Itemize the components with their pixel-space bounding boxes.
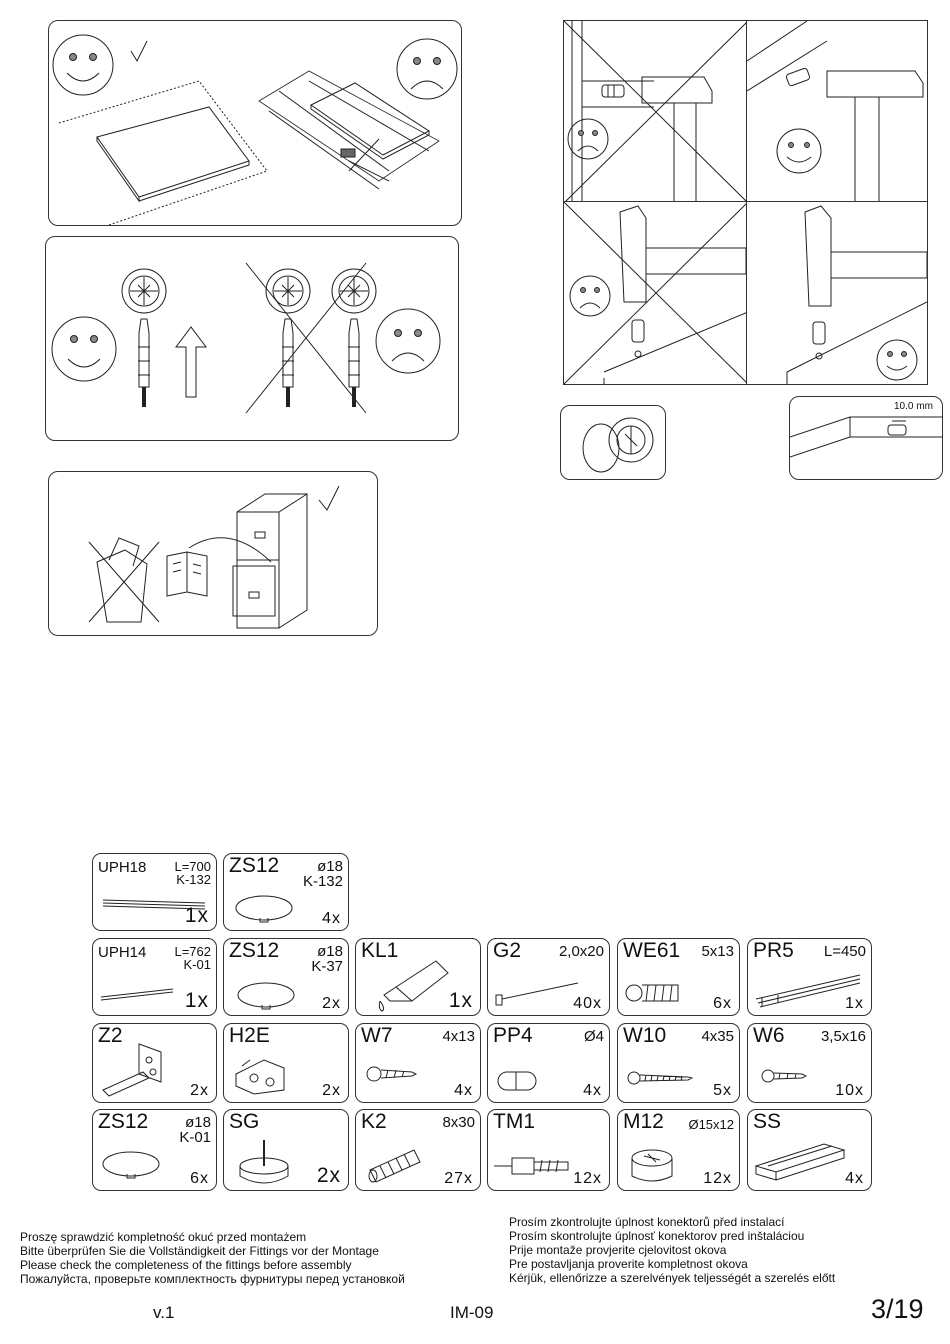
fitting-code: W10 (623, 1024, 667, 1047)
hammer-icon (620, 206, 746, 302)
fitting-spec-2: K-01 (183, 957, 211, 972)
fitting-card (617, 1109, 740, 1191)
fitting-spec: 8x30 (442, 1114, 475, 1131)
fitting-card (747, 938, 872, 1016)
fitting-qty: 1x (448, 989, 473, 1012)
fitting-spec-2: K-132 (176, 872, 211, 887)
wood-dowel-icon (888, 425, 906, 435)
cam-lock-icon (122, 269, 166, 313)
fitting-code: ZS12 (98, 1110, 149, 1133)
fitting-card (487, 1109, 610, 1191)
fitting-qty: 4x (845, 1170, 864, 1187)
fitting-code: TM1 (493, 1110, 535, 1133)
panel-floor-protection (48, 20, 462, 226)
fitting-code: SG (229, 1110, 260, 1133)
fitting-code: WE61 (623, 939, 681, 962)
panel-dowel-depth (789, 396, 943, 480)
fitting-spec: 2,0x20 (558, 943, 604, 960)
check-mark-icon (319, 486, 339, 510)
fitting-card (223, 938, 349, 1016)
fitting-card (747, 1023, 872, 1103)
fitting-spec: 4x13 (442, 1028, 475, 1045)
fitting-code: PR5 (753, 939, 794, 962)
connector-bolt-icon (282, 319, 294, 407)
connector-bolt-icon (138, 319, 150, 407)
happy-face-icon (777, 129, 821, 173)
dimension-label: 10.0 mm (894, 401, 933, 412)
fitting-qty: 2x (190, 1082, 209, 1099)
fitting-qty: 27x (444, 1170, 473, 1187)
fitting-qty: 10x (835, 1082, 864, 1099)
fitting-code: M12 (623, 1110, 664, 1133)
fitting-code: Z2 (98, 1024, 123, 1047)
check-mark-icon (131, 41, 147, 61)
fitting-spec: 3,5x16 (820, 1028, 866, 1045)
fitting-card (355, 1023, 481, 1103)
fitting-spec: L=762 (174, 944, 211, 959)
fitting-spec-2: K-01 (179, 1129, 211, 1146)
fitting-qty: 12x (703, 1170, 732, 1187)
fitting-code: W7 (361, 1024, 393, 1047)
fitting-spec-2: K-37 (311, 958, 343, 975)
hammer-icon (642, 77, 712, 203)
fitting-spec: L=700 (174, 859, 211, 874)
fitting-qty: 4x (583, 1082, 602, 1099)
fitting-qty: 6x (713, 995, 732, 1012)
fitting-code: UPH14 (98, 944, 147, 961)
fitting-card (487, 938, 610, 1016)
note-line: Please check the completeness of the fittings before assembly (20, 1258, 352, 1272)
fitting-code: KL1 (361, 939, 399, 962)
wood-dowel-icon (632, 320, 644, 342)
sad-face-icon (376, 309, 440, 373)
wood-dowel-icon (602, 85, 624, 97)
fitting-code: PP4 (493, 1024, 533, 1047)
carpet (59, 81, 267, 225)
happy-face-icon (877, 340, 917, 380)
fitting-qty: 6x (190, 1170, 209, 1187)
arrow-up-icon (176, 327, 206, 397)
model-label: IM-09 (450, 1303, 494, 1322)
fitting-qty: 5x (713, 1082, 732, 1099)
fitting-code: W6 (753, 1024, 785, 1047)
fitting-card (355, 938, 481, 1016)
fitting-qty: 4x (322, 910, 341, 927)
note-line: Pre postavljanja proverite kompletnost okova (509, 1257, 748, 1271)
fitting-qty: 1x (184, 904, 209, 927)
fitting-card (92, 1109, 217, 1191)
fitting-card (92, 1023, 217, 1103)
fitting-qty: 2x (316, 1164, 341, 1187)
panel-keep-instructions (48, 471, 378, 636)
panel-hammer-wrong-1 (563, 20, 749, 204)
fitting-code: UPH18 (98, 859, 147, 876)
fitting-card (223, 853, 349, 931)
wood-dowel-icon (786, 68, 811, 87)
fitting-spec: 5x13 (701, 943, 734, 960)
note-line: Prije montaže provjerite cjelovitost okova (509, 1243, 727, 1257)
fitting-spec: ø18 (185, 1114, 211, 1131)
fitting-card (617, 1023, 740, 1103)
fitting-qty: 2x (322, 1082, 341, 1099)
wood-dowel-icon (813, 322, 825, 344)
connector-bolt-icon (348, 319, 360, 407)
fitting-qty: 2x (322, 995, 341, 1012)
fitting-card (92, 853, 217, 931)
hammer-icon (827, 71, 923, 203)
happy-face-icon (52, 317, 116, 381)
page-number: 3/19 (871, 1294, 924, 1324)
note-line: Пожалуйста, проверьте комплектность фурнитуры перед установкой (20, 1272, 405, 1286)
fitting-card (223, 1023, 349, 1103)
note-line: Proszę sprawdzić kompletność okuć przed montażem (20, 1230, 307, 1244)
fitting-qty: 1x (184, 989, 209, 1012)
fitting-spec: Ø15x12 (688, 1117, 734, 1132)
panel-hammer-right-2 (746, 201, 928, 385)
sad-face-icon (568, 119, 608, 159)
fitting-qty: 40x (573, 995, 602, 1012)
fitting-code: G2 (493, 939, 522, 962)
panel-hammer-wrong-2 (563, 201, 749, 385)
fitting-card (487, 1023, 610, 1103)
instruction-book-icon (167, 552, 207, 596)
fitting-card (92, 938, 217, 1016)
panel-cam-orientation (45, 236, 459, 441)
note-line: Prosím skontrolujte úplnosť konektorov pred inštaláciou (509, 1229, 805, 1243)
fitting-spec: L=450 (823, 943, 866, 960)
fitting-card (747, 1109, 872, 1191)
note-line: Kérjük, ellenőrizze a szerelvények teljességét a szerelés előtt (509, 1271, 836, 1285)
cam-lock-icon (332, 269, 376, 313)
fitting-code: ZS12 (229, 939, 280, 962)
panel-hammer-right-1 (746, 20, 928, 204)
fitting-card (617, 938, 740, 1016)
note-line: Bitte überprüfen Sie die Vollständigkeit der Fittings vor der Montage (20, 1244, 379, 1258)
fitting-card (223, 1109, 349, 1191)
fitting-card (355, 1109, 481, 1191)
fitting-code: H2E (229, 1024, 270, 1047)
hammer-icon (805, 206, 927, 306)
sad-face-icon (397, 39, 457, 99)
fitting-qty: 1x (845, 995, 864, 1012)
fitting-code: ZS12 (229, 854, 280, 877)
fitting-qty: 4x (454, 1082, 473, 1099)
fitting-spec: Ø4 (583, 1028, 604, 1045)
fitting-spec-2: K-132 (302, 873, 343, 890)
fitting-spec: 4x35 (701, 1028, 734, 1045)
fitting-spec: ø18 (317, 943, 343, 960)
version-label: v.1 (153, 1303, 175, 1322)
cam-lock-icon (266, 269, 310, 313)
sad-face-icon (570, 276, 610, 316)
fitting-code: SS (753, 1110, 782, 1133)
panel-cap-cover-detail (560, 405, 666, 480)
fitting-qty: 12x (573, 1170, 602, 1187)
fitting-spec: ø18 (317, 858, 343, 875)
fitting-code: K2 (361, 1110, 387, 1133)
note-line: Prosím zkontrolujte úplnost konektorů před instalací (509, 1215, 785, 1229)
happy-face-icon (53, 35, 113, 95)
